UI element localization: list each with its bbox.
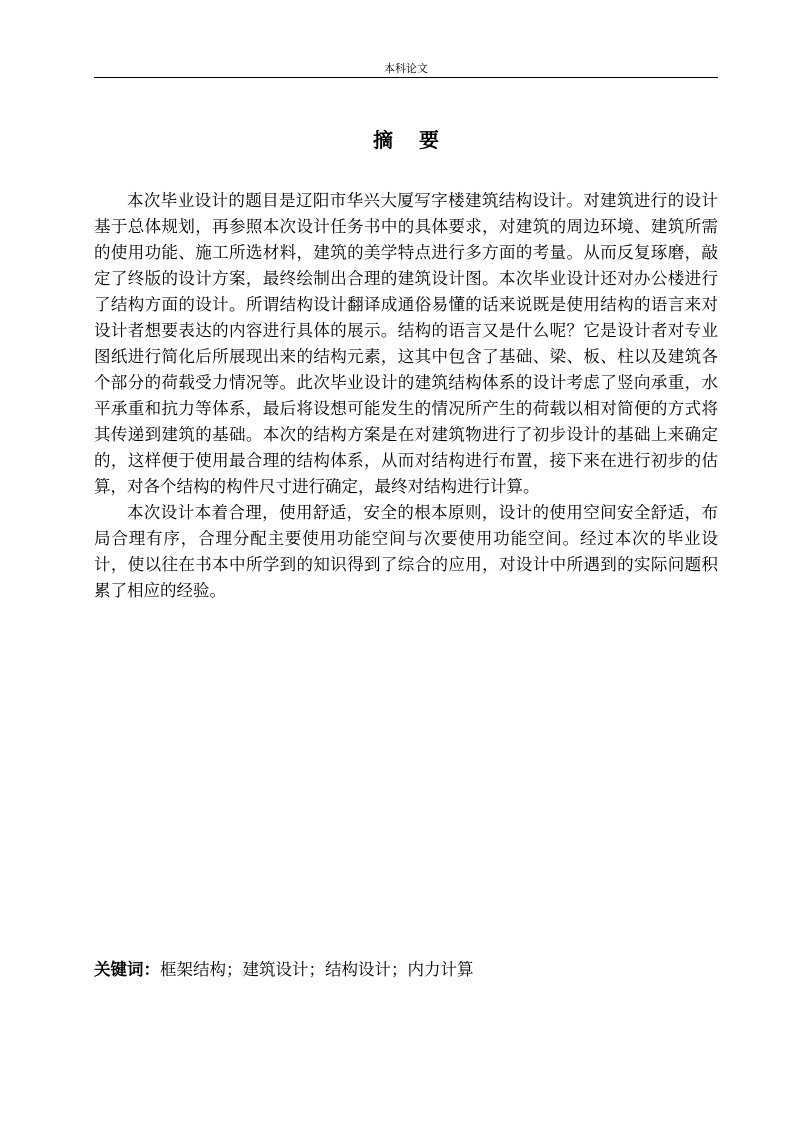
- page-header: 本科论文: [384, 62, 428, 75]
- keywords-line: [94, 957, 718, 983]
- abstract-paragraph-1: 本次毕业设计的题目是辽阳市华兴大厦写字楼建筑结构设计。对建筑进行的设计基于总体规划，再参照本次设计任务书中的具体要求，对建筑的周边环境、建筑所需的使用功能、施工所选材料，建筑的美学特点进行多方面的考量。从而反复琢磨，敲定了终版的设计方案，最终绘制出合理的建筑设计图。本次毕业设计还对办公楼进行了结构方面的设计。所谓结构设计翻译成通俗易懂的话来说既是使用结构的语言来对设计者想要表达的内容进行具体的展示。结构的语言又是什么呢？它是设计者对专业图纸进行简化后所展现出来的结构元素，这其中包含了基础、梁、板、柱以及建筑各个部分的荷载受力情况等。此次毕业设计的建筑结构体系的设计考虑了竖向承重，水平承重和抗力等体系，最后将设想可能发生的情况所产生的荷载以相对简便的方式将其传递到建筑的基础。本次的结构方案是在对建筑物进行了初步设计的基础上来确定的，这样便于使用最合理的结构体系，从而对结构进行布置，接下来在进行初步的估算，对各个结构的构件尺寸进行确定，最终对结构进行计算。: [94, 191, 718, 496]
- abstract-title: 摘要: [373, 128, 465, 152]
- keywords-value: 框架结构；建筑设计；结构设计；内力计算: [160, 960, 474, 979]
- keywords-label: 关键词：: [94, 960, 160, 979]
- header-rule: [94, 77, 718, 78]
- abstract-paragraph-2: 本次设计本着合理，使用舒适，安全的根本原则，设计的使用空间安全舒适，布局合理有序，合理分配主要使用功能空间与次要使用功能空间。经过本次的毕业设计，使以往在书本中所学到的知识得到了综合的应用，对设计中所遇到的实际问题积累了相应的经验。: [94, 503, 718, 600]
- abstract-body: [94, 188, 718, 604]
